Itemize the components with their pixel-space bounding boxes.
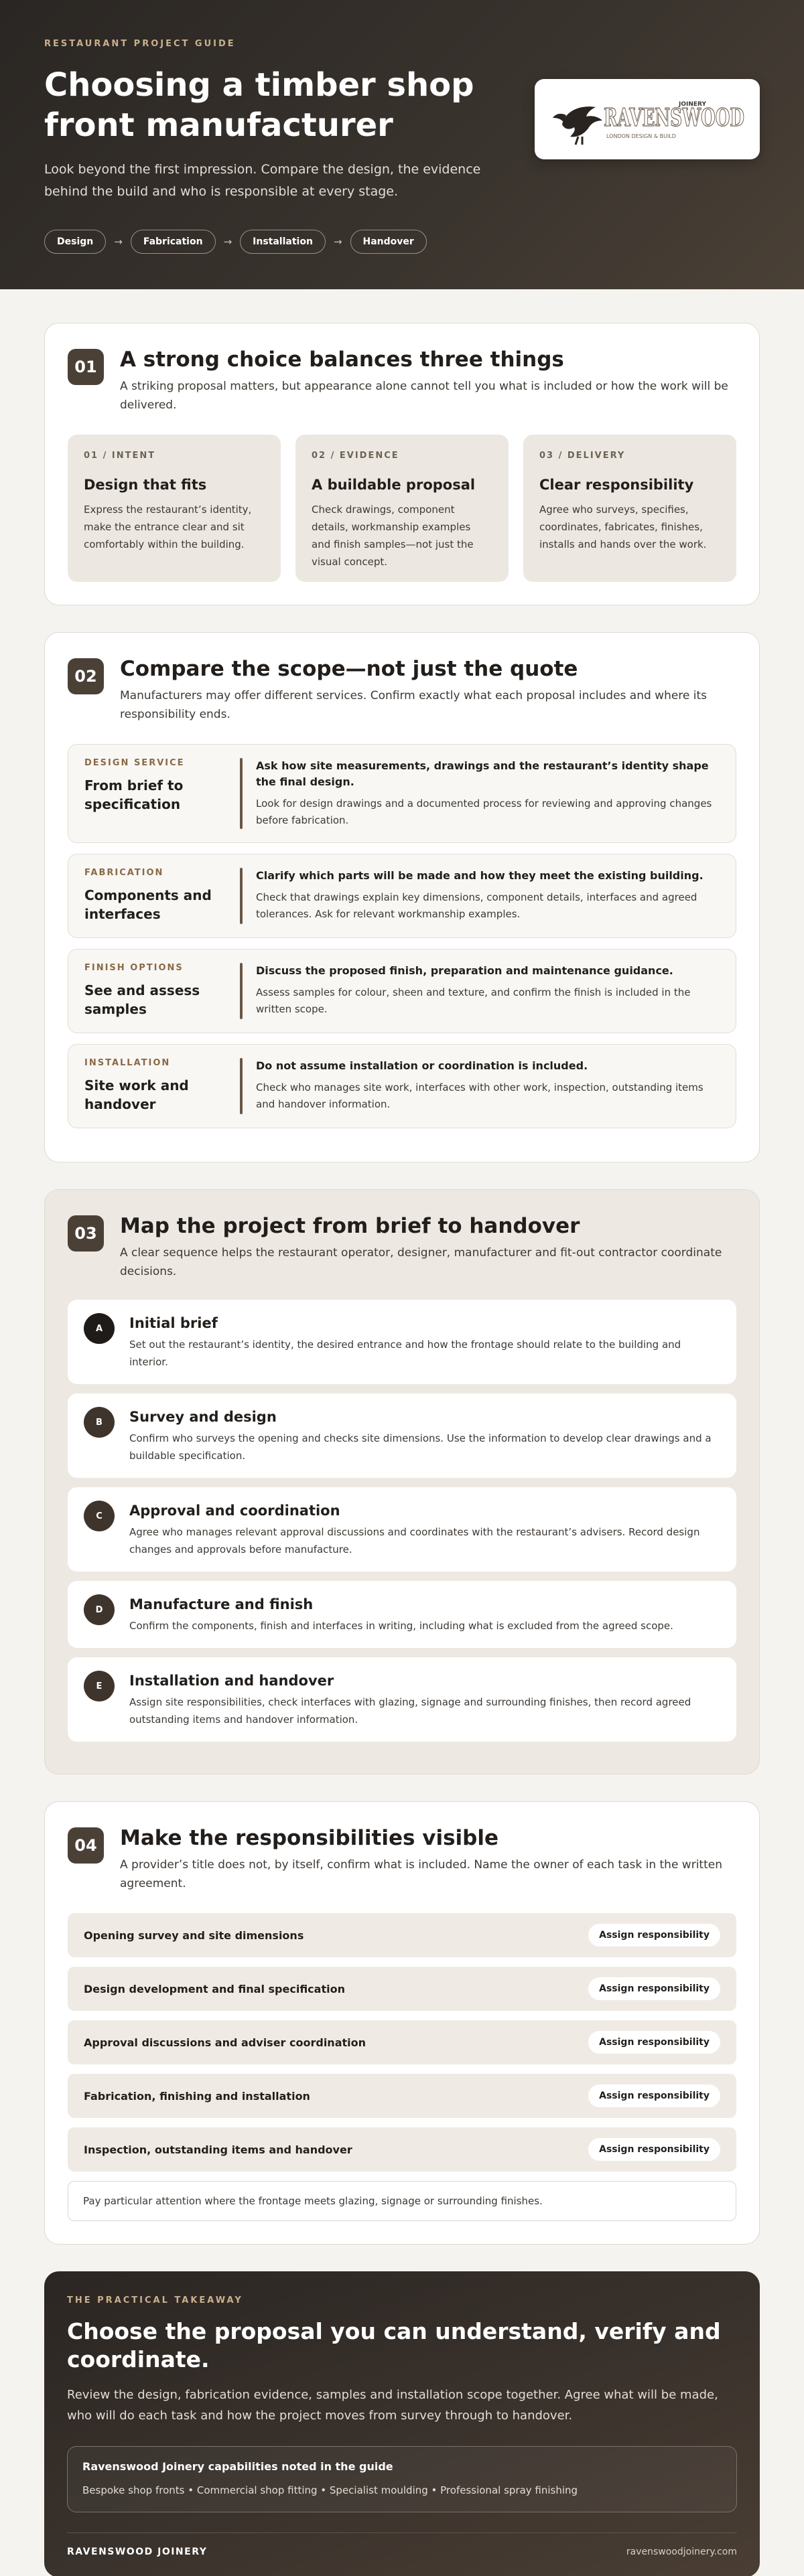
section-description: Manufacturers may offer different services. Confirm exactly what each proposal includes and where its responsibility ends. — [120, 689, 708, 721]
scope-label: INSTALLATION — [84, 1058, 171, 1068]
step-text: Confirm who surveys the opening and checks site dimensions. Use the information to develop clear drawings and a buildable specification. — [129, 1432, 712, 1462]
scope-row-design — [68, 744, 736, 843]
section-description: A provider’s title does not, by itself, confirm what is included. Name the owner of each task in the written agreement. — [120, 1858, 722, 1890]
step-title: Installation and handover — [129, 1673, 334, 1689]
divider — [240, 963, 243, 1019]
hero-eyebrow: RESTAURANT PROJECT GUIDE — [44, 39, 236, 49]
divider — [240, 868, 243, 924]
scope-title: Components and interfaces — [84, 887, 212, 922]
logo-tag-bottom: LONDON DESIGN & BUILD — [606, 133, 676, 139]
scope-text: Check that drawings explain key dimensions, component details, interfaces and agreed tolerances. Ask for relevant workmanship examples. — [256, 891, 697, 920]
scope-question: Discuss the proposed finish, preparation and maintenance guidance. — [256, 964, 673, 977]
section-compare-scope — [44, 632, 760, 1162]
pill-fabrication: Fabrication — [131, 230, 216, 254]
step-text: Assign site responsibilities, check interfaces with glazing, signage and surrounding finishes, then record agreed outstanding items and handover information. — [129, 1696, 691, 1726]
step-initial-brief — [68, 1300, 736, 1384]
section-title: Map the project from brief to handover — [120, 1214, 580, 1238]
capabilities-title: Ravenswood Joinery capabilities noted in the guide — [82, 2460, 393, 2473]
section-title: Make the responsibilities visible — [120, 1826, 499, 1850]
card-label: 01 / INTENT — [84, 451, 156, 461]
step-text: Confirm the components, finish and interfaces in writing, including what is excluded from the agreed scope. — [129, 1620, 673, 1632]
scope-title: Site work and handover — [84, 1077, 189, 1112]
ravenswood-logo — [543, 86, 751, 153]
hero-header — [0, 0, 804, 289]
capabilities-box — [67, 2446, 737, 2512]
responsibility-row — [68, 1967, 736, 2011]
scope-title: See and assess samples — [84, 982, 200, 1017]
step-manufacture — [68, 1581, 736, 1648]
section-description: A striking proposal matters, but appearance alone cannot tell you what is included or how the work will be delivered. — [120, 380, 728, 412]
step-badge: C — [84, 1501, 115, 1531]
card-title: A buildable proposal — [312, 477, 476, 493]
step-title: Initial brief — [129, 1315, 218, 1331]
scope-question: Do not assume installation or coordination is included. — [256, 1059, 588, 1072]
section-three-things — [44, 323, 760, 605]
scope-title: From brief to specification — [84, 777, 184, 812]
footer-website-link[interactable]: ravenswoodjoinery.com — [626, 2547, 737, 2557]
scope-question: Clarify which parts will be made and how they meet the existing building. — [256, 869, 704, 882]
arrow-icon: → — [114, 236, 123, 248]
step-title: Survey and design — [129, 1409, 277, 1425]
card-label: 03 / DELIVERY — [539, 451, 626, 461]
responsibility-row — [68, 2074, 736, 2118]
responsibility-task: Approval discussions and adviser coordination — [84, 2036, 366, 2049]
responsibility-task: Opening survey and site dimensions — [84, 1928, 304, 1942]
takeaway-title: Choose the proposal you can understand, verify and coordinate. — [67, 2318, 721, 2372]
pill-design: Design — [44, 230, 106, 254]
assign-responsibility-button[interactable]: Assign responsibility — [588, 1977, 720, 2000]
scope-text: Look for design drawings and a documented process for reviewing and approving changes before fabrication. — [256, 798, 712, 826]
responsibility-task: Fabrication, finishing and installation — [84, 2089, 310, 2103]
card-text: Check drawings, component details, workmanship examples and finish samples—not just the visual concept. — [312, 504, 474, 568]
intent-card — [68, 435, 281, 582]
assign-responsibility-button[interactable]: Assign responsibility — [588, 2031, 720, 2054]
step-survey-design — [68, 1393, 736, 1478]
stage-pills — [44, 230, 760, 254]
section-number: 04 — [68, 1827, 104, 1864]
pill-installation: Installation — [240, 230, 326, 254]
step-title: Approval and coordination — [129, 1503, 340, 1519]
divider — [240, 1058, 243, 1114]
takeaway-eyebrow: THE PRACTICAL TAKEAWAY — [67, 2295, 243, 2305]
scope-row-fabrication — [68, 854, 736, 938]
hero-intro: Look beyond the first impression. Compare the design, the evidence behind the build and who is responsible at every stage. — [44, 162, 481, 199]
step-badge: D — [84, 1594, 115, 1625]
responsibility-row — [68, 2127, 736, 2172]
scope-text: Check who manages site work, interfaces with other work, inspection, outstanding items and handover information. — [256, 1081, 704, 1110]
section-title: Compare the scope—not just the quote — [120, 657, 578, 681]
scope-text: Assess samples for colour, sheen and texture, and confirm the finish is included in the written scope. — [256, 986, 691, 1015]
logo-tag-top: JOINERY — [679, 101, 706, 108]
scope-label: FINISH OPTIONS — [84, 963, 184, 973]
section-title: A strong choice balances three things — [120, 348, 564, 372]
step-title: Manufacture and finish — [129, 1596, 314, 1612]
responsibility-row — [68, 2020, 736, 2064]
card-text: Agree who surveys, specifies, coordinates, fabricates, finishes, installs and hands over the work. — [539, 504, 707, 550]
scope-label: FABRICATION — [84, 868, 164, 878]
step-text: Agree who manages relevant approval discussions and coordinates with the restaurant’s advisers. Record design changes and approvals before manufacture. — [129, 1526, 700, 1556]
scope-row-installation — [68, 1044, 736, 1128]
footer-brand: RAVENSWOOD JOINERY — [67, 2547, 208, 2557]
scope-label: DESIGN SERVICE — [84, 758, 185, 768]
step-approval — [68, 1487, 736, 1572]
page-title: Choosing a timber shop front manufacturer — [44, 66, 474, 144]
card-title: Clear responsibility — [539, 477, 694, 493]
section-responsibilities — [44, 1801, 760, 2245]
arrow-icon: → — [223, 236, 232, 248]
step-badge: E — [84, 1671, 115, 1701]
evidence-card — [295, 435, 509, 582]
delivery-card — [523, 435, 736, 582]
step-badge: A — [84, 1313, 115, 1344]
section-number: 02 — [68, 658, 104, 694]
step-installation — [68, 1657, 736, 1742]
main-content — [0, 289, 804, 2576]
assign-responsibility-button[interactable]: Assign responsibility — [588, 2138, 720, 2161]
section-description: A clear sequence helps the restaurant operator, designer, manufacturer and fit-out contractor coordinate decisions. — [120, 1246, 722, 1278]
section-number: 03 — [68, 1215, 104, 1252]
takeaway-footer — [67, 2532, 737, 2557]
responsibility-row — [68, 1913, 736, 1957]
card-title: Design that fits — [84, 477, 207, 493]
step-badge: B — [84, 1407, 115, 1438]
practical-takeaway — [44, 2271, 760, 2576]
takeaway-text: Review the design, fabrication evidence, samples and installation scope together. Agree what will be made, who will do each task and how the project moves from survey through to handover. — [67, 2388, 718, 2423]
capabilities-list: Bespoke shop fronts • Commercial shop fitting • Specialist moulding • Professional spray finishing — [82, 2484, 578, 2496]
assign-responsibility-button[interactable]: Assign responsibility — [588, 1924, 720, 1947]
responsibility-task: Design development and final specification — [84, 1982, 345, 1995]
section-project-map — [44, 1189, 760, 1774]
card-label: 02 / EVIDENCE — [312, 451, 399, 461]
arrow-icon: → — [333, 236, 342, 248]
logo-card — [535, 79, 760, 159]
scope-question: Ask how site measurements, drawings and the restaurant’s identity shape the final design. — [256, 759, 709, 788]
scope-row-finish — [68, 949, 736, 1033]
pill-handover: Handover — [350, 230, 427, 254]
divider — [240, 758, 243, 829]
card-text: Express the restaurant’s identity, make the entrance clear and sit comfortably within the building. — [84, 504, 252, 550]
interface-note: Pay particular attention where the frontage meets glazing, signage or surrounding finishes. — [68, 2181, 736, 2221]
raven-icon — [553, 106, 602, 145]
step-text: Set out the restaurant’s identity, the desired entrance and how the frontage should relate to the building and interior. — [129, 1339, 681, 1368]
section-number: 01 — [68, 349, 104, 385]
assign-responsibility-button[interactable]: Assign responsibility — [588, 2085, 720, 2107]
responsibility-task: Inspection, outstanding items and handover — [84, 2143, 352, 2156]
logo-wordmark: RAVENSWOOD — [604, 104, 744, 132]
